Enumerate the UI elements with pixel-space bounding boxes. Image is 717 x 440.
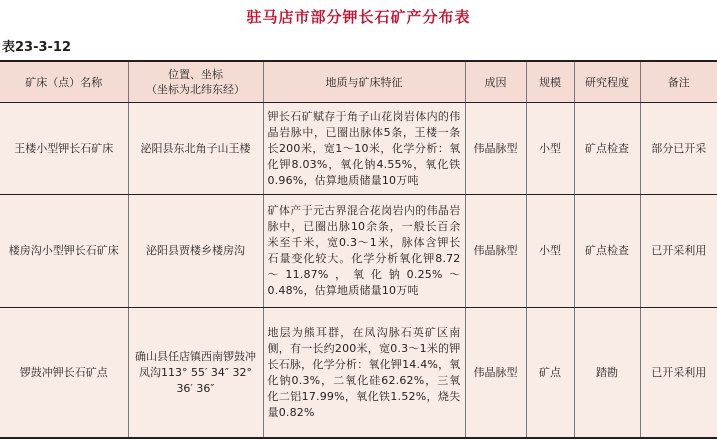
- header-location: [128, 61, 263, 103]
- table-number: 表23-3-12: [2, 40, 72, 55]
- table-header-row: [0, 61, 717, 103]
- cell-location: 泌阳县贾楼乡楼房沟: [128, 195, 263, 308]
- cell-genesis: 伟晶脉型: [465, 195, 526, 308]
- deposit-table: [0, 60, 717, 439]
- header-geology: 地质与矿床特征: [263, 61, 465, 103]
- cell-location: 泌阳县东北角子山王楼: [128, 103, 263, 195]
- cell-research: 矿点检查: [574, 103, 640, 195]
- cell-scale: 小型: [526, 195, 574, 308]
- header-name: 矿床（点）名称: [0, 61, 128, 103]
- table-row: [0, 195, 717, 308]
- cell-scale: 矿点: [526, 308, 574, 439]
- cell-geology: 地层为熊耳群，在凤沟脉石英矿区南侧，有一长约200米，宽0.3～1米的钾长石脉，化学分析：氧化钾14.4%，氧化钠0.3%，二氧化硅62.62%，三氧化二铝17.99%，氧化铁1.52%，烧失量0.82%: [263, 308, 465, 439]
- header-remarks: 备注: [640, 61, 717, 103]
- cell-research: 踏勘: [574, 308, 640, 439]
- table-row: [0, 103, 717, 195]
- header-genesis: 成因: [465, 61, 526, 103]
- cell-name: 楼房沟小型钾长石矿床: [0, 195, 128, 308]
- header-location-line1: 位置、坐标: [168, 68, 223, 81]
- cell-remarks: 已开采利用: [640, 195, 717, 308]
- header-location-line2: （坐标为北纬东经）: [146, 83, 245, 96]
- page-title: 驻马店市部分钾长石矿产分布表: [246, 8, 471, 26]
- header-scale: 规模: [526, 61, 574, 103]
- cell-name: 王楼小型钾长石矿床: [0, 103, 128, 195]
- cell-genesis: 伟晶脉型: [465, 103, 526, 195]
- cell-scale: 小型: [526, 103, 574, 195]
- table-row: [0, 308, 717, 439]
- cell-name: 锣鼓冲钾长石矿点: [0, 308, 128, 439]
- cell-location: 确山县任店镇西南锣鼓冲凤沟113° 55′ 34″ 32° 36′ 36″: [128, 308, 263, 439]
- cell-geology: 钾长石矿赋存于角子山花岗岩体内的伟晶岩脉中，已圈出脉体5条，王楼一条长200米，宽1～10米，化学分析：氧化钾8.03%，氧化钠4.55%，氧化铁0.96%，估算地质储量10万吨: [263, 103, 465, 195]
- cell-remarks: 已开采利用: [640, 308, 717, 439]
- cell-research: 矿点检查: [574, 195, 640, 308]
- cell-remarks: 部分已开采: [640, 103, 717, 195]
- cell-genesis: 伟晶脉型: [465, 308, 526, 439]
- cell-geology: 矿体产于元古界混合花岗岩内的伟晶岩脉中，已圈出脉10余条，一般长百余米至千米，宽0.3～1米，脉体含钾长石量变化较大。化学分析氧化钾8.72～11.87%，氧化钠0.25%～0.48%，估算地质储量10万吨: [263, 195, 465, 308]
- header-research: 研究程度: [574, 61, 640, 103]
